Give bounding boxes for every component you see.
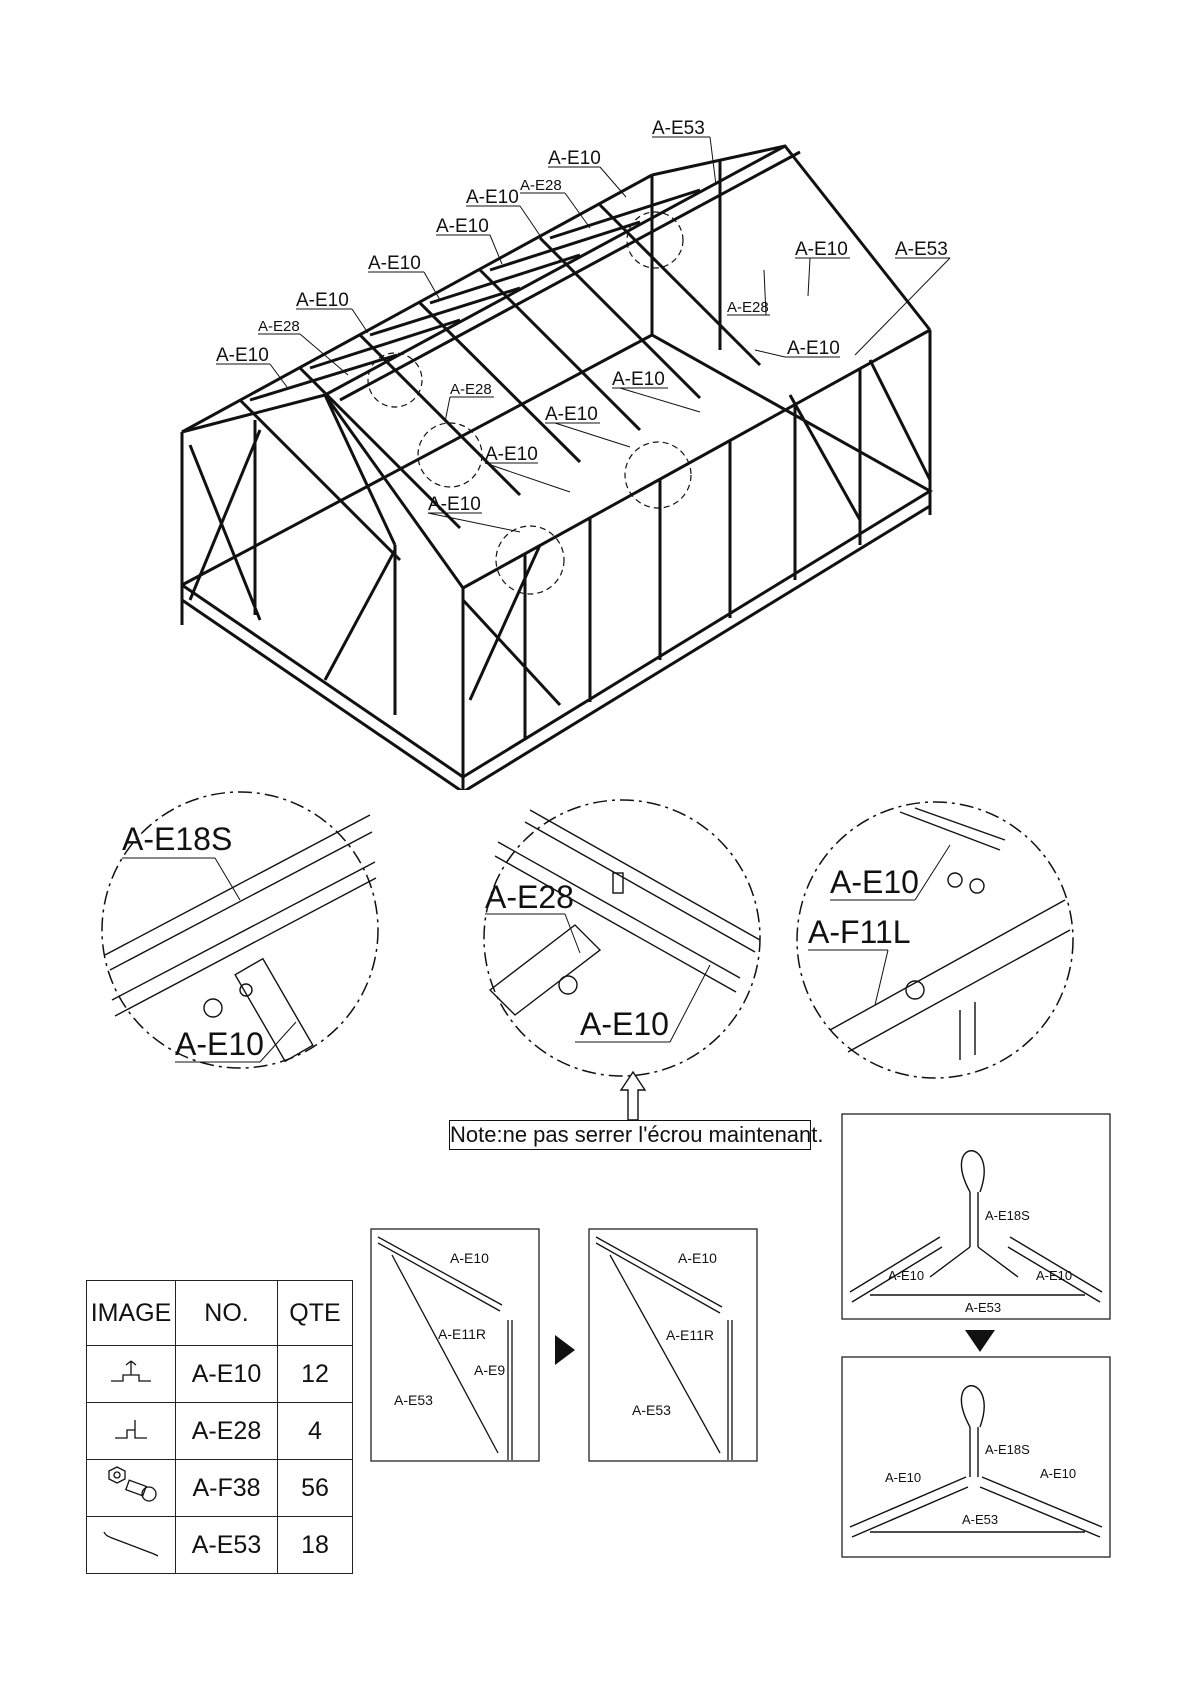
detail-bracket-join xyxy=(484,800,760,1076)
detail-views xyxy=(0,790,1192,1130)
table-row xyxy=(87,1403,353,1460)
detail-ridge-join xyxy=(102,792,378,1068)
part-no: A-E10 xyxy=(176,1346,278,1403)
header-qte: QTE xyxy=(278,1281,353,1346)
callout-label: A-E10 xyxy=(216,345,269,366)
label: A-E53 xyxy=(394,1392,433,1408)
callout-leaders xyxy=(216,137,950,532)
label: A-E18S xyxy=(985,1208,1030,1223)
note-text: Note:ne pas serrer l'écrou maintenant. xyxy=(450,1122,824,1147)
callout-label: A-E10 xyxy=(548,148,601,169)
eave-before xyxy=(371,1229,539,1461)
label: A-E10 xyxy=(450,1250,489,1266)
callout-label: A-E53 xyxy=(895,239,948,260)
label: A-E10 xyxy=(888,1268,925,1283)
detail2-bottom-label: A-E10 xyxy=(580,1006,669,1042)
callout-label: A-E10 xyxy=(466,187,519,208)
table-header-row xyxy=(87,1281,353,1346)
ridge-after xyxy=(842,1357,1110,1557)
part-no: A-E53 xyxy=(176,1517,278,1574)
part-no: A-E28 xyxy=(176,1403,278,1460)
callout-label: A-E10 xyxy=(436,216,489,237)
label: A-E10 xyxy=(1036,1268,1073,1283)
callout-labels xyxy=(216,118,948,515)
detail3-top-label: A-E10 xyxy=(830,864,919,900)
label: A-E10 xyxy=(1040,1466,1077,1481)
header-no: NO. xyxy=(176,1281,278,1346)
table-row xyxy=(87,1346,353,1403)
ridge-details xyxy=(840,1112,1115,1562)
detail1-bottom-label: A-E10 xyxy=(175,1026,264,1062)
brace-bar-icon xyxy=(87,1517,176,1574)
callout-label: A-E10 xyxy=(795,239,848,260)
label: A-E10 xyxy=(885,1470,922,1485)
down-triangle-arrow-icon xyxy=(965,1330,995,1352)
label: A-E53 xyxy=(965,1300,1002,1315)
ridge-before xyxy=(842,1114,1110,1319)
table-row xyxy=(87,1517,353,1574)
detail3-mid-label: A-F11L xyxy=(808,914,911,950)
part-qty: 12 xyxy=(278,1346,353,1403)
label: A-E53 xyxy=(962,1512,999,1527)
step-bracket-icon xyxy=(87,1403,176,1460)
callout-label: A-E10 xyxy=(368,253,421,274)
label: A-E9 xyxy=(474,1362,506,1378)
eave-after xyxy=(589,1229,757,1461)
eave-details xyxy=(370,1225,800,1475)
detail2-top-label: A-E28 xyxy=(485,879,574,915)
callout-label: A-E10 xyxy=(545,404,598,425)
detail-sill-join xyxy=(797,802,1073,1078)
part-qty: 18 xyxy=(278,1517,353,1574)
header-image: IMAGE xyxy=(87,1281,176,1346)
up-arrow-icon xyxy=(621,1072,645,1120)
callout-label: A-E10 xyxy=(296,290,349,311)
label: A-E11R xyxy=(438,1326,486,1342)
assembly-note xyxy=(449,1120,824,1150)
callout-label: A-E53 xyxy=(652,118,705,139)
callout-label: A-E10 xyxy=(787,338,840,359)
label: A-E18S xyxy=(985,1442,1030,1457)
callout-label: A-E28 xyxy=(258,318,300,335)
part-qty: 56 xyxy=(278,1460,353,1517)
label: A-E53 xyxy=(632,1402,671,1418)
table-row xyxy=(87,1460,353,1517)
callout-label: A-E28 xyxy=(450,381,492,398)
callout-label: A-E10 xyxy=(612,369,665,390)
profile-icon xyxy=(87,1346,176,1403)
detail1-top-label: A-E18S xyxy=(122,821,233,857)
callout-label: A-E10 xyxy=(485,444,538,465)
parts-table xyxy=(86,1280,353,1574)
part-qty: 4 xyxy=(278,1403,353,1460)
callout-label: A-E28 xyxy=(520,177,562,194)
callout-label: A-E10 xyxy=(428,494,481,515)
greenhouse-overview xyxy=(0,0,1192,790)
right-triangle-arrow-icon xyxy=(555,1335,575,1365)
callout-label: A-E28 xyxy=(727,299,769,316)
bolt-nut-icon xyxy=(87,1460,176,1517)
label: A-E10 xyxy=(678,1250,717,1266)
label: A-E11R xyxy=(666,1327,714,1343)
part-no: A-F38 xyxy=(176,1460,278,1517)
